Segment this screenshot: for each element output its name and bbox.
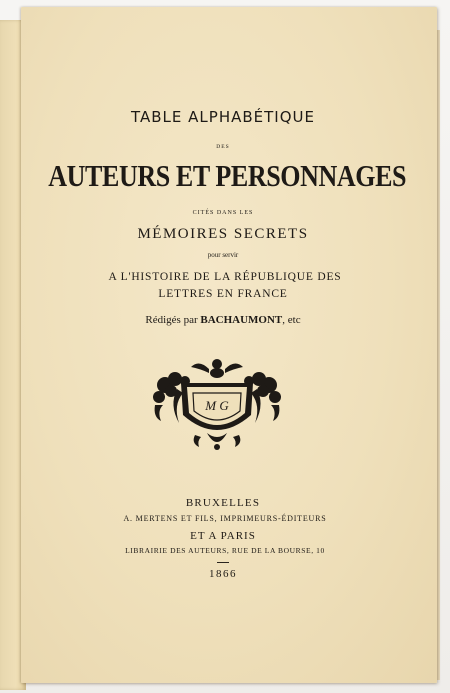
memoires-title: MÉMOIRES SECRETS [137,226,309,242]
author-line [15,314,431,326]
histoire-line: A L'HISTOIRE DE LA RÉPUBLIQUE DES [108,271,342,283]
rediges-suffix: , etc [282,314,301,326]
librairie: LIBRAIRIE DES AUTEURS, RUE DE LA BOURSE, 10 [125,546,325,555]
cites-connector: CITÉS DANS LES [192,210,254,216]
title-top: TABLE ALPHABÉTIQUE [131,108,315,126]
printer-vignette [151,355,283,453]
pour-servir: pour servir [207,251,239,259]
monogram-text: M G [205,398,229,413]
city: BRUXELLES [185,497,261,509]
title-page [21,7,437,683]
author-name: BACHAUMONT [200,314,283,326]
des-connector: DES [216,144,230,150]
rediges-prefix: Rédigés par [145,314,201,326]
main-title: AUTEURS ET PERSONNAGES [48,158,407,193]
et-paris: ET A PARIS [190,530,256,542]
short-rule [217,562,229,563]
lettres-line: LETTRES EN FRANCE [158,288,288,300]
publication-year: 1866 [209,568,237,580]
cherub-ornament [191,359,243,378]
publisher: A. MERTENS ET FILS, IMPRIMEURS-ÉDITEURS [123,514,327,523]
